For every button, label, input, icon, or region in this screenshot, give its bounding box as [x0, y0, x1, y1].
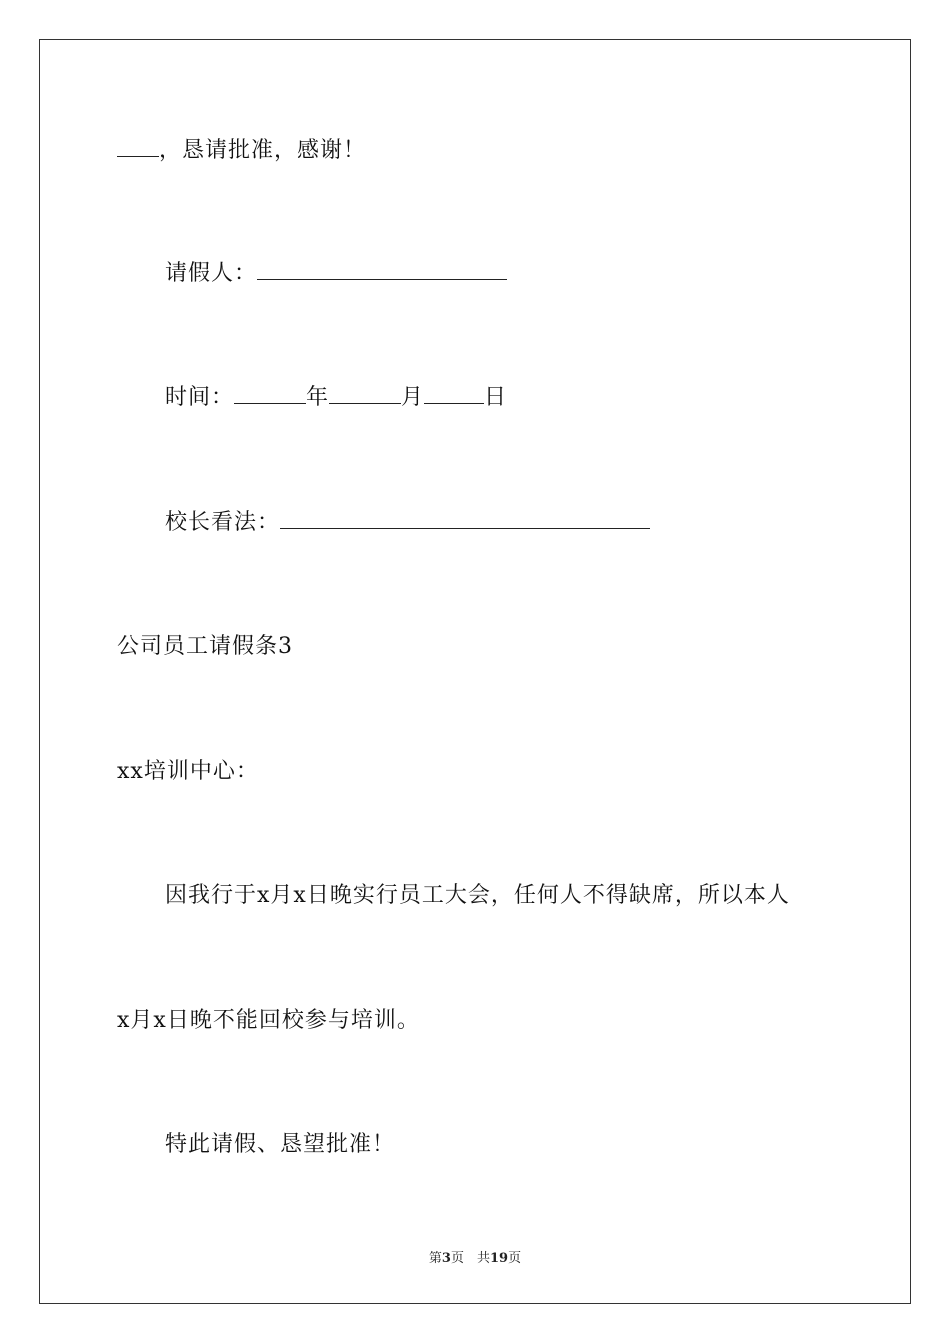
- footer-prefix: 第: [428, 1251, 442, 1266]
- approval-request-text: ，恳请批准，感谢！: [159, 138, 367, 163]
- footer-total-pages: 19: [489, 1251, 509, 1266]
- closing-line: 特此请假、恳望批准！: [165, 1132, 396, 1157]
- date-label: 时间：: [165, 385, 235, 410]
- footer-mid: 页 共: [450, 1251, 490, 1266]
- principal-opinion-line: [165, 508, 650, 538]
- date-line: [165, 383, 507, 413]
- section-title: 公司员工请假条3: [117, 634, 293, 659]
- applicant-blank: [257, 259, 507, 280]
- footer-suffix: 页: [508, 1251, 522, 1266]
- recipient-line: xx培训中心：: [117, 759, 259, 784]
- body-line-1: 因我行于x月x日晚实行员工大会，任何人不得缺席，所以本人: [165, 883, 790, 908]
- principal-opinion-label: 校长看法：: [165, 510, 281, 535]
- page-footer: [0, 1247, 950, 1266]
- month-blank: [329, 383, 401, 404]
- applicant-label: 请假人：: [165, 261, 258, 286]
- page-border: [39, 39, 911, 1304]
- year-blank: [234, 383, 306, 404]
- day-label: 日: [484, 385, 508, 410]
- principal-opinion-blank: [280, 508, 650, 529]
- footer-page-number: 3: [441, 1251, 451, 1266]
- body-line-2: x月x日晚不能回校参与培训。: [117, 1008, 420, 1033]
- month-label: 月: [401, 385, 425, 410]
- year-label: 年: [306, 385, 330, 410]
- approval-request-line: [117, 136, 366, 166]
- applicant-line: [165, 259, 507, 289]
- blank-field: [117, 136, 159, 157]
- day-blank: [424, 383, 484, 404]
